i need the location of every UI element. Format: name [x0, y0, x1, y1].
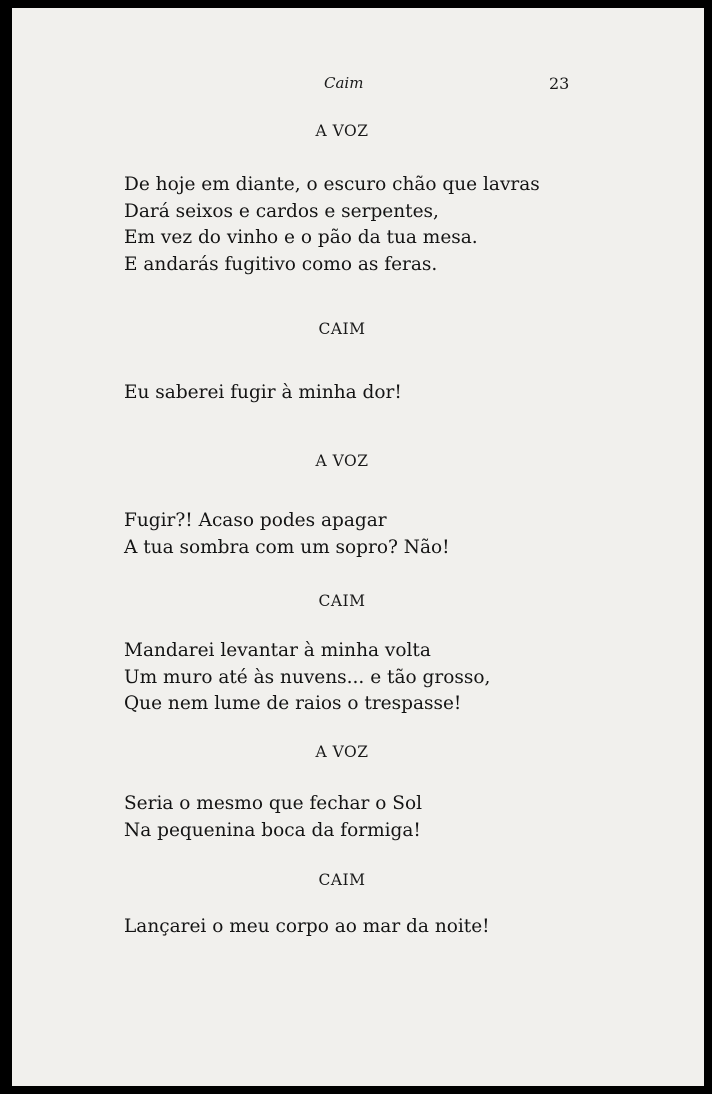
verse-line: Fugir?! Acaso podes apagar	[124, 510, 387, 531]
speaker-heading: CAIM	[318, 871, 366, 889]
speaker-heading: CAIM	[318, 592, 366, 610]
page-number: 23	[549, 74, 570, 93]
verse-line: Lançarei o meu corpo ao mar da noite!	[124, 916, 490, 937]
book-page	[12, 8, 704, 1086]
verse-line: Na pequenina boca da formiga!	[124, 819, 421, 841]
verse-stanza	[124, 508, 450, 561]
speaker-heading: CAIM	[318, 320, 366, 338]
speaker-heading: A VOZ	[315, 452, 369, 470]
verse-stanza	[124, 791, 422, 844]
verse-stanza	[124, 638, 490, 718]
verse-line: A tua sombra com um sopro? Não!	[124, 536, 450, 558]
verse-stanza	[124, 172, 540, 278]
verse-stanza	[124, 380, 402, 407]
speaker-heading: A VOZ	[315, 743, 369, 761]
verse-line: Em vez do vinho e o pão da tua mesa.	[124, 227, 478, 248]
verse-line: Mandarei levantar à minha volta	[124, 640, 431, 661]
verse-line: Eu saberei fugir à minha dor!	[124, 382, 402, 403]
verse-stanza	[124, 914, 490, 941]
verse-line: De hoje em diante, o escuro chão que lavras	[124, 174, 540, 195]
verse-line: E andarás fugitivo como as feras.	[124, 253, 438, 275]
verse-line: Dará seixos e cardos e serpentes,	[124, 200, 439, 222]
verse-line: Um muro até às nuvens... e tão grosso,	[124, 666, 491, 688]
verse-line: Seria o mesmo que fechar o Sol	[124, 793, 423, 814]
speaker-heading: A VOZ	[315, 122, 369, 140]
verse-line: Que nem lume de raios o trespasse!	[124, 693, 462, 714]
running-head: Caim	[324, 74, 364, 92]
